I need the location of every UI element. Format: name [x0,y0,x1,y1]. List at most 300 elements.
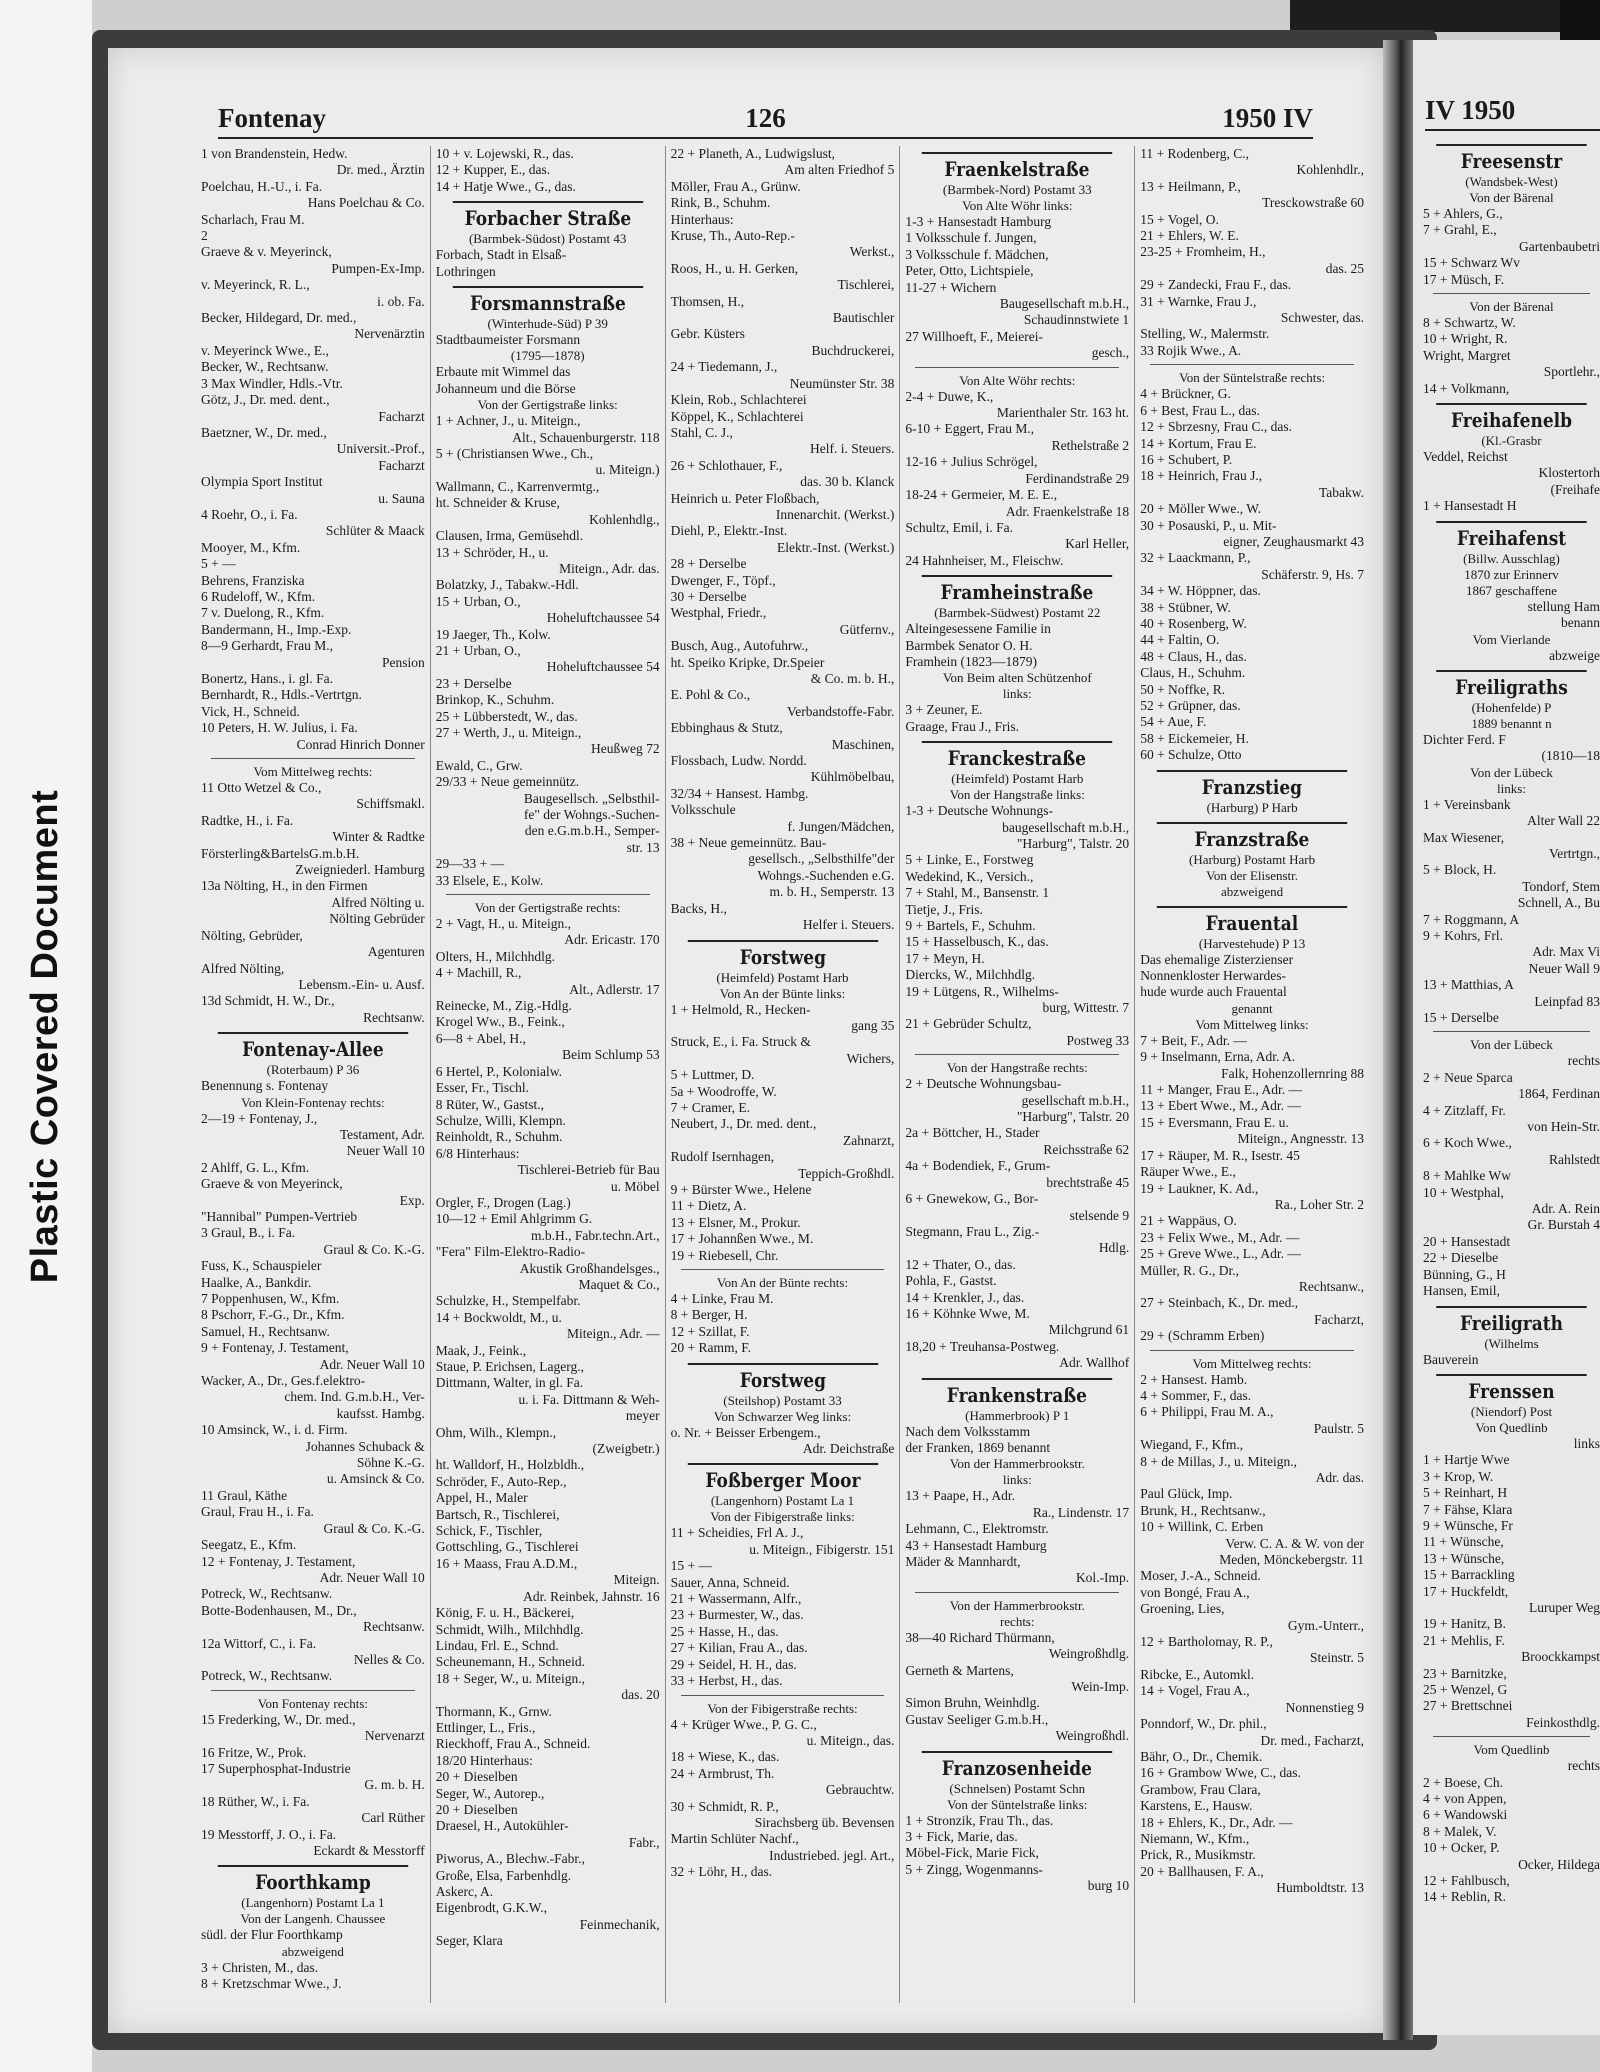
entry-continuation: Maschinen, [831,736,895,752]
street-description: (Harvestehude) P 13 [1198,935,1306,951]
entry-continuation: Adr. Neuer Wall 10 [319,1569,425,1585]
directory-entry: Appel, H., Maler [435,1490,528,1506]
street-description: Von Schwarzer Weg links: [713,1408,852,1424]
street-heading: Forbacher Straße [453,201,643,231]
directory-entry: 2 + Hansest. Hamb. [1140,1371,1248,1387]
entry-continuation: Pumpen-Ex-Imp. [331,260,425,276]
entry-continuation: Postweg 33 [1066,1032,1130,1048]
directory-entry: 2 + Boese, Ch. [1423,1774,1503,1790]
directory-entry: 5 + — [201,556,236,572]
entry-continuation: "Harburg", Talstr. 20 [1016,1109,1130,1125]
street-heading: Foorthkamp [218,1865,408,1895]
entry-continuation: Wein-Imp. [1071,1679,1130,1695]
directory-entry: 14 + Krenkler, J., das. [905,1289,1025,1305]
directory-entry: 2 + Vagt, H., u. Miteign., [435,916,572,932]
directory-entry: Gebr. Küsters [670,326,745,342]
entry-continuation: u. Amsinck & Co. [326,1471,425,1487]
section-divider [446,894,650,895]
street-description: Von Quedlinb [1475,1419,1548,1435]
directory-entry: Lindau, Frl. E., Schnd. [435,1637,559,1653]
entry-continuation: Steinstr. 5 [1309,1650,1364,1666]
entry-continuation: Karl Heller, [1065,536,1130,552]
directory-entry: 8 + Berger, H. [670,1307,748,1323]
directory-entry: 12 + Sbrzesny, Frau C., das. [1140,419,1293,435]
street-heading: Franckestraße [922,741,1112,771]
directory-entry: Seegatz, E., Kfm. [201,1537,297,1553]
entry-continuation: abzweige [1549,647,1600,663]
directory-entry: Nonnenkloster Herwardes- [1140,968,1287,984]
entry-continuation: Adr. Neuer Wall 10 [319,1356,425,1372]
entry-continuation: Heußweg 72 [590,741,660,757]
street-description: (Langenhorn) Postamt La 1 [710,1493,855,1509]
directory-entry: Räuper Wwe., E., [1140,1164,1236,1180]
directory-entry: 2 [201,228,208,244]
plastic-covered-text: Plastic Covered Document [24,789,67,1283]
directory-entry: 20 + Dieselben [435,1769,518,1785]
directory-entry: Tietje, J., Fris. [905,901,983,917]
directory-entry: Wiegand, F., Kfm., [1140,1437,1244,1453]
directory-entry: Backs, H., [670,900,727,916]
entry-continuation: Akustik Großhandelsges., [519,1260,660,1276]
street-heading: Foßberger Moor [687,1463,877,1493]
directory-entry: 2 + Neue Sparca [1423,1069,1513,1085]
directory-entry: 54 + Aue, F. [1140,714,1207,730]
street-description: Vom Quedlinb [1473,1742,1550,1758]
entry-continuation: Baugesellsch. „Selbsthil- [523,790,660,806]
directory-entry: Erbaute mit Wimmel das [435,364,571,380]
section-divider [1433,1736,1590,1737]
street-description: Von der Lübeck [1470,1037,1553,1053]
entry-continuation: brechtstraße 45 [1046,1174,1130,1190]
directory-entry: Vick, H., Schneid. [201,703,300,719]
directory-entry: Reinholdt, R., Schuhm. [435,1129,563,1145]
directory-entry: Försterling&BartelsG.m.b.H. [201,845,360,861]
directory-entry: 12 + Thater, O., das. [905,1256,1016,1272]
entry-continuation: Facharzt [378,457,425,473]
directory-entry: 12 + Kupper, E., das. [435,162,551,178]
directory-entry: Samuel, H., Rechtsanw. [201,1323,330,1339]
entry-continuation: Nervenärztin [354,326,425,342]
adjacent-header-text: IV 1950 [1425,95,1516,125]
entry-continuation: Adr. das. [1315,1470,1364,1485]
directory-entry: 19 + Lütgens, R., Wilhelms- [905,983,1059,999]
street-heading: Freiligrath [1436,1306,1586,1336]
directory-entry: Draesel, H., Autokühler- [435,1818,569,1834]
entry-continuation: Zahnarzt, [843,1132,895,1148]
directory-entry: 23-25 + Fromheim, H., [1140,244,1266,260]
directory-entry: 29 + Seidel, H. H., das. [670,1656,797,1672]
directory-entry: 25 + Greve Wwe., L., Adr. — [1140,1246,1301,1262]
directory-entry: Lehmann, C., Elektromstr. [905,1521,1049,1537]
directory-entry: Müller, R. G., Dr., [1140,1262,1240,1278]
entry-continuation: stelsende 9 [1069,1207,1130,1223]
directory-entry: 23 + Derselbe [435,675,512,691]
directory-entry: 19 + Hanitz, B. [1423,1616,1506,1632]
entry-continuation: Kohlenhdlg., [589,511,660,527]
entry-continuation: Alt., Schauenburgerstr. 118 [512,429,660,445]
directory-entry: Westphal, Friedr., [670,605,767,621]
directory-entry: südl. der Flur Foorthkamp [201,1927,343,1943]
directory-entry: Rink, B., Schuhm. [670,195,771,211]
directory-entry: 23 + Barnitzke, [1423,1665,1507,1681]
directory-entry: 25 + Hasse, H., das. [670,1623,779,1639]
directory-entry: Gottschling, G., Tischlerei [435,1539,579,1555]
entry-continuation: Miteign., Adr. das. [559,560,660,576]
directory-entry: 32 + Laackmann, P., [1140,550,1251,566]
entry-continuation: Hoheluftchaussee 54 [546,610,660,626]
directory-entry: 15 + Barrackling [1423,1567,1515,1583]
street-description: Von der Lübeck [1470,764,1553,780]
entry-continuation: Teppich-Großhdl. [798,1165,895,1181]
directory-entry: Becker, Hildegard, Dr. med., [201,310,357,326]
directory-entry: 14 + Vogel, Frau A., [1140,1683,1250,1699]
entry-continuation: Feinkosthdlg. [1526,1714,1600,1730]
entry-continuation: u. i. Fa. Dittmann & Weh- [518,1391,660,1407]
entry-continuation: Kohlenhdlr., [1296,162,1364,178]
directory-entry: 13 + Wünsche, [1423,1550,1505,1566]
entry-continuation: Nonnenstieg 9 [1285,1699,1364,1715]
directory-entry: Möller, Frau A., Grünw. [670,178,801,194]
directory-entry: 24 + Tiedemann, J., [670,359,778,375]
directory-entry: 16 + Schubert, P. [1140,451,1233,467]
entry-continuation: Ferdinandstraße 29 [1025,470,1130,486]
entry-continuation: Gr. Burstah 4 [1527,1217,1600,1233]
directory-entry: Rieckhoff, Frau A., Schneid. [435,1736,591,1752]
directory-entry: Benennung s. Fontenay [201,1078,329,1094]
directory-entry: Roos, H., u. H. Gerken, [670,260,799,276]
entry-continuation: Zweigniederl. Hamburg [295,862,425,878]
directory-entry: 1 von Brandenstein, Hedw. [201,146,348,161]
entry-continuation: Hdlg. [1098,1240,1130,1256]
directory-entry: Schröder, F., Auto-Rep., [435,1473,567,1489]
entry-continuation: & Co. m. b. H., [810,671,895,686]
directory-entry: 10 Peters, H. W. Julius, i. Fa. [201,720,358,736]
directory-entry: 8 Rüter, W., Gastst., [435,1096,545,1112]
directory-entry: Maak, J., Feink., [435,1342,527,1358]
directory-entry: 12 + Fontenay, J. Testament, [201,1553,356,1569]
street-description: Von der Hangstraße rechts: [946,1060,1088,1076]
directory-entry: Hansen, Emil, [1423,1283,1500,1299]
directory-entry: 21 + Ehlers, W. E. [1140,228,1239,244]
directory-entry: 14 + Kortum, Frau E. [1140,435,1257,451]
directory-entry: Klein, Rob., Schlachterei [670,392,807,408]
directory-entry: 7 Poppenhusen, W., Kfm. [201,1291,340,1306]
directory-entry: 4 + Brückner, G. [1140,386,1231,402]
entry-continuation: meyer [625,1408,660,1424]
directory-entry: 20 + Hansestadt [1423,1233,1511,1249]
directory-entry: Poelchau, H.-U., i. Fa. [201,178,323,194]
entry-continuation: Beim Schlump 53 [562,1047,660,1063]
directory-entry: 2 Ahlff, G. L., Kfm. [201,1159,310,1175]
entry-continuation: Falk, Hohenzollernring 88 [1221,1065,1364,1081]
directory-entry: 15 + Eversmann, Frau E. u. [1140,1114,1289,1130]
entry-continuation: eigner, Zeughausmarkt 43 [1223,533,1364,549]
directory-entry: Graage, Frau J., Fris. [905,718,1019,734]
directory-entry: 13a Nölting, H., in den Firmen [201,878,368,894]
directory-entry: 19 Jaeger, Th., Kolw. [435,626,551,642]
entry-continuation: Weingroßhdlg. [1048,1646,1130,1662]
directory-entry: 4 + Sommer, F., das. [1140,1387,1252,1403]
page-number: 126 [745,103,786,133]
entry-continuation: 1864, Ferdinan [1518,1086,1600,1102]
entry-continuation: benann [1561,615,1600,631]
street-heading: Freesenstr [1436,144,1586,174]
directory-entry: 1 + Vereinsbank [1423,796,1511,812]
directory-entry: 26 + Schlothauer, F., [670,457,783,473]
directory-entry: 3 Max Windler, Hdls.-Vtr. [201,375,343,391]
directory-entry: Hinterhaus: [670,211,734,227]
street-heading: Forsmannstraße [453,286,643,316]
entry-continuation: u. Miteign.) [595,462,660,478]
directory-entry: 13 + Heilmann, P., [1140,178,1241,194]
entry-continuation: Tresckowstraße 60 [1262,195,1364,211]
directory-entry: 7 + Stahl, M., Bansenstr. 1 [905,885,1050,901]
directory-entry: ht. Walldorf, H., Holzbldh., [435,1457,585,1473]
directory-entry: Ponndorf, W., Dr. phil., [1140,1716,1267,1732]
entry-continuation: Schaudinnstwiete 1 [1023,312,1130,328]
street-description: abzweigend [281,1943,344,1959]
directory-entry: 50 + Noffke, R. [1140,681,1226,697]
entry-continuation: u. Miteign., Fibigerstr. 151 [749,1541,895,1557]
entry-continuation: Winter & Radtke [332,829,425,845]
entry-continuation: fe" der Wohngs.-Suchen- [523,807,660,822]
directory-entry: Groening, Lies, [1140,1601,1225,1617]
entry-continuation: Agenturen [367,944,425,960]
street-description: (Barmbek-Südost) Postamt 43 [468,231,627,247]
section-divider [915,367,1119,368]
street-description: Von der Hammerbrookstr. [949,1456,1085,1472]
entry-continuation: Schnell, A., Bu [1517,895,1600,911]
directory-entry: 58 + Eickemeier, H. [1140,730,1249,746]
directory-entry: Olympia Sport Institut [201,474,323,490]
directory-entry: 15 + Schwarz Wv [1423,255,1520,271]
entry-continuation: Elektr.-Inst. (Werkst.) [777,539,895,555]
entry-continuation: Werkst., [849,244,895,260]
entry-continuation: Gartenbaubetri [1519,238,1600,254]
entry-continuation: Gym.-Unterr., [1287,1617,1364,1633]
entry-continuation: das. 25 [1325,260,1364,276]
directory-entry: 11 Graul, Käthe [201,1487,288,1503]
directory-entry: Ettlinger, L., Fris., [435,1719,536,1735]
directory-entry: 4 + Linke, Frau M. [670,1291,774,1306]
entry-continuation: Schäferstr. 9, Hs. 7 [1261,566,1364,582]
directory-entry: 30 + Posauski, P., u. Mit- [1140,517,1277,533]
entry-continuation: Ocker, Hildega [1518,1856,1600,1872]
entry-continuation: Humboldtstr. 13 [1276,1880,1364,1896]
directory-entry: 1-3 + Deutsche Wohnungs- [905,803,1054,819]
street-description: Von der Gertigstraße links: [477,397,618,413]
street-description: Von Alte Wöhr links: [962,198,1073,213]
directory-entry: 10 Amsinck, W., i. d. Firm. [201,1422,348,1438]
street-heading: Freiligraths [1436,670,1586,700]
street-description: Von der Hammerbrookstr. [949,1597,1085,1613]
directory-entry: Dwenger, F., Töpf., [670,572,776,588]
directory-entry: Potreck, W., Rechtsanw. [201,1586,333,1602]
directory-column [666,146,901,2003]
street-heading: Fontenay-Allee [218,1032,408,1062]
directory-entry: 15 + Urban, O., [435,593,521,609]
directory-entry: 32 + Löhr, H., das. [670,1864,773,1880]
directory-entry: Max Wiesener, [1423,829,1505,845]
directory-entry: 9 + Bartels, F., Schuhm. [905,918,1036,933]
street-description: rechts: [999,1613,1035,1629]
directory-entry: Staue, P. Erichsen, Lagerg., [435,1359,585,1374]
directory-entry: 18,20 + Treuhansa-Postweg. [905,1338,1060,1354]
entry-continuation: den e.G.m.b.H., Semper- [524,823,660,839]
directory-entry: 5 + Luttmer, D. [670,1067,755,1083]
directory-entry: 38 + Neue gemeinnütz. Bau- [670,835,827,851]
section-divider [1433,293,1590,294]
directory-entry: 6-10 + Eggert, Frau M., [905,421,1035,437]
section-divider [915,1054,1119,1055]
section-divider [211,1690,415,1691]
directory-entry: 9 + Bürster Wwe., Helene [670,1181,812,1197]
directory-entry: Esser, Fr., Tischl. [435,1080,530,1096]
entry-continuation: das. 20 [621,1687,660,1703]
section-divider [681,1695,885,1696]
entry-continuation: Adr. A. Rein [1531,1201,1600,1217]
directory-entry: 18 Rüther, W., i. Fa. [201,1793,310,1809]
directory-entry: 13d Schmidt, H. W., Dr., [201,993,335,1009]
directory-columns [196,146,1369,2003]
section-divider [1150,1350,1354,1351]
directory-entry: Bähr, O., Dr., Chemik. [1140,1748,1263,1764]
directory-entry: hude wurde auch Frauental [1140,984,1287,1000]
street-description: Von Beim alten Schützenhof [942,670,1092,686]
directory-entry: 4 + Krüger Wwe., P. G. C., [670,1716,817,1732]
directory-entry: 33 Rojik Wwe., A. [1140,342,1242,358]
directory-entry: 11 + Dietz, A. [670,1198,747,1214]
directory-entry: 1 + Stronzik, Frau Th., das. [905,1812,1054,1828]
directory-entry: ht. Speiko Kripke, Dr.Speier [670,654,825,670]
street-description: (Roterbaum) P 36 [266,1062,360,1078]
directory-entry: Dittmann, Walter, in gl. Fa. [435,1375,584,1391]
directory-entry: Rudolf Isernhagen, [670,1149,775,1165]
directory-entry: 20 + Ramm, F. [670,1340,752,1356]
entry-continuation: Universit.-Prof., [336,441,425,457]
entry-continuation: Helf. i. Steuers. [810,441,895,457]
directory-entry: 8 + Schwartz, W. [1423,315,1516,331]
directory-entry: Ewald, C., Grw. [435,757,523,773]
entry-continuation: Tabakw. [1318,484,1364,500]
directory-entry: 12 + Bartholomay, R. P., [1140,1634,1273,1650]
entry-continuation: Schwester, das. [1280,310,1364,326]
directory-entry: Schick, F., Tischler, [435,1523,543,1539]
directory-entry: 3 + Fick, Marie, das. [905,1829,1018,1845]
entry-continuation: Facharzt [378,408,425,424]
directory-entry: v. Meyerinck, R. L., [201,277,310,293]
directory-entry: Forbach, Stadt in Elsaß- [435,247,567,263]
entry-continuation: gesellsch., „Selbsthilfe"der [748,851,895,867]
entry-continuation: (Zweigbetr.) [592,1441,660,1457]
section-divider [1433,1031,1590,1032]
directory-entry: 4 + Machill, R., [435,965,522,981]
directory-entry: 7 + Grahl, E., [1423,222,1497,238]
directory-entry: Volksschule [670,802,736,818]
entry-continuation: Kühlmöbelbau, [810,769,895,785]
entry-continuation: Reichsstraße 62 [1043,1141,1130,1157]
entry-continuation: Neumünster Str. 38 [789,375,895,391]
entry-continuation: Alt., Adlerstr. 17 [569,981,660,997]
directory-entry: Schulze, Willi, Klempn. [435,1112,566,1128]
directory-entry: Radtke, H., i. Fa. [201,812,294,828]
street-description: 1889 benannt n [1471,715,1552,731]
entry-continuation: u. Möbel [610,1178,660,1194]
street-description: abzweigend [1221,883,1284,899]
directory-entry: Bolatzky, J., Tabakw.-Hdl. [435,577,579,593]
street-description: Von der Fibigerstraße rechts: [707,1700,858,1716]
directory-entry: Scharlach, Frau M. [201,211,305,227]
directory-entry: 43 + Hansestadt Hamburg [905,1537,1047,1553]
entry-continuation: Am alten Friedhof 5 [784,162,895,178]
directory-entry: 12-16 + Julius Schrögel, [905,454,1038,470]
directory-entry: 33 Elsele, E., Kolw. [435,872,544,888]
street-description: (Hohenfelde) P [1471,699,1552,715]
entry-continuation: Ra., Loher Str. 2 [1274,1196,1364,1212]
directory-entry: Schulzke, H., Stempelfabr. [435,1293,581,1309]
directory-entry: 16 + Köhnke Wwe, M. [905,1305,1030,1321]
entry-continuation: Marienthaler Str. 163 ht. [996,405,1130,421]
directory-entry: Barmbek Senator O. H. [905,637,1033,653]
entry-continuation: Rechtsanw., [1298,1278,1364,1294]
street-heading: Franzosenheide [922,1751,1112,1781]
directory-entry: 4 Roehr, O., i. Fa. [201,506,298,522]
street-description: (Billw. Ausschlag) [1463,550,1560,566]
directory-entry: 27 + Werth, J., u. Miteign., [435,724,582,740]
street-description: (Winterhude-Süd) P 39 [487,316,608,332]
directory-entry: 11 Otto Wetzel & Co., [201,780,322,796]
directory-entry: 15 + Vogel, O. [1140,211,1219,227]
directory-entry: 10 + Ocker, P. [1423,1840,1500,1856]
street-heading: Freihafenelb [1436,403,1586,433]
directory-entry: 14 + Reblin, R. [1423,1889,1506,1905]
directory-entry: Bonertz, Hans., i. gl. Fa. [201,671,333,686]
directory-entry: Wacker, A., Dr., Ges.f.elektro- [201,1373,366,1389]
directory-entry: Orgler, F., Drogen (Lag.) [435,1194,571,1210]
directory-entry: 21 + Urban, O., [435,642,521,658]
section-divider [681,1269,885,1270]
directory-entry: 29 + (Schramm Erben) [1140,1328,1265,1344]
directory-entry: 18 + Seger, W., u. Miteign., [435,1670,585,1686]
directory-entry: Wallmann, C., Karrenvermtg., [435,478,600,494]
street-description: Von der Langenh. Chaussee [240,1911,386,1927]
directory-entry: 15 + Hasselbusch, K., das. [905,934,1049,950]
entry-continuation: Broockkampst [1521,1649,1600,1665]
street-heading: Forstweg [687,1363,877,1393]
directory-entry: Eigenbrodt, G.K.W., [435,1900,548,1916]
directory-entry: 27 + Kilian, Frau A., das. [670,1640,808,1656]
street-description: Von An der Bünte links: [719,985,846,1001]
entry-continuation: (Freihafe [1550,481,1600,497]
directory-entry: Große, Elsa, Farbenhdlg. [435,1867,572,1883]
directory-entry: 8 + Kretzschmar Wwe., J. [201,1976,342,1992]
entry-continuation: Sportlehr., [1543,364,1600,380]
entry-continuation: kaufsst. Hambg. [336,1405,425,1421]
directory-entry: 7 + Cramer, E. [670,1099,751,1115]
street-description: Vom Mittelweg rechts: [1192,1355,1312,1371]
directory-entry: 19 Messtorff, J. O., i. Fa. [201,1826,337,1842]
street-description: links: [1002,686,1032,702]
directory-column [196,146,431,2003]
entry-continuation: Adr. Fraenkelstraße 18 [1005,503,1130,519]
directory-entry: 21 + Gebrüder Schultz, [905,1016,1032,1032]
entry-continuation: Adr. Ericastr. 170 [564,932,660,948]
entry-continuation: Lebensm.-Ein- u. Ausf. [298,976,425,992]
entry-continuation: Meden, Mönckebergstr. 11 [1219,1552,1364,1568]
street-description: Von der Bärenal [1469,190,1554,205]
directory-entry: 10 + Wright, R. [1423,331,1508,347]
directory-entry: Reinecke, M., Zig.-Hdlg. [435,998,572,1014]
